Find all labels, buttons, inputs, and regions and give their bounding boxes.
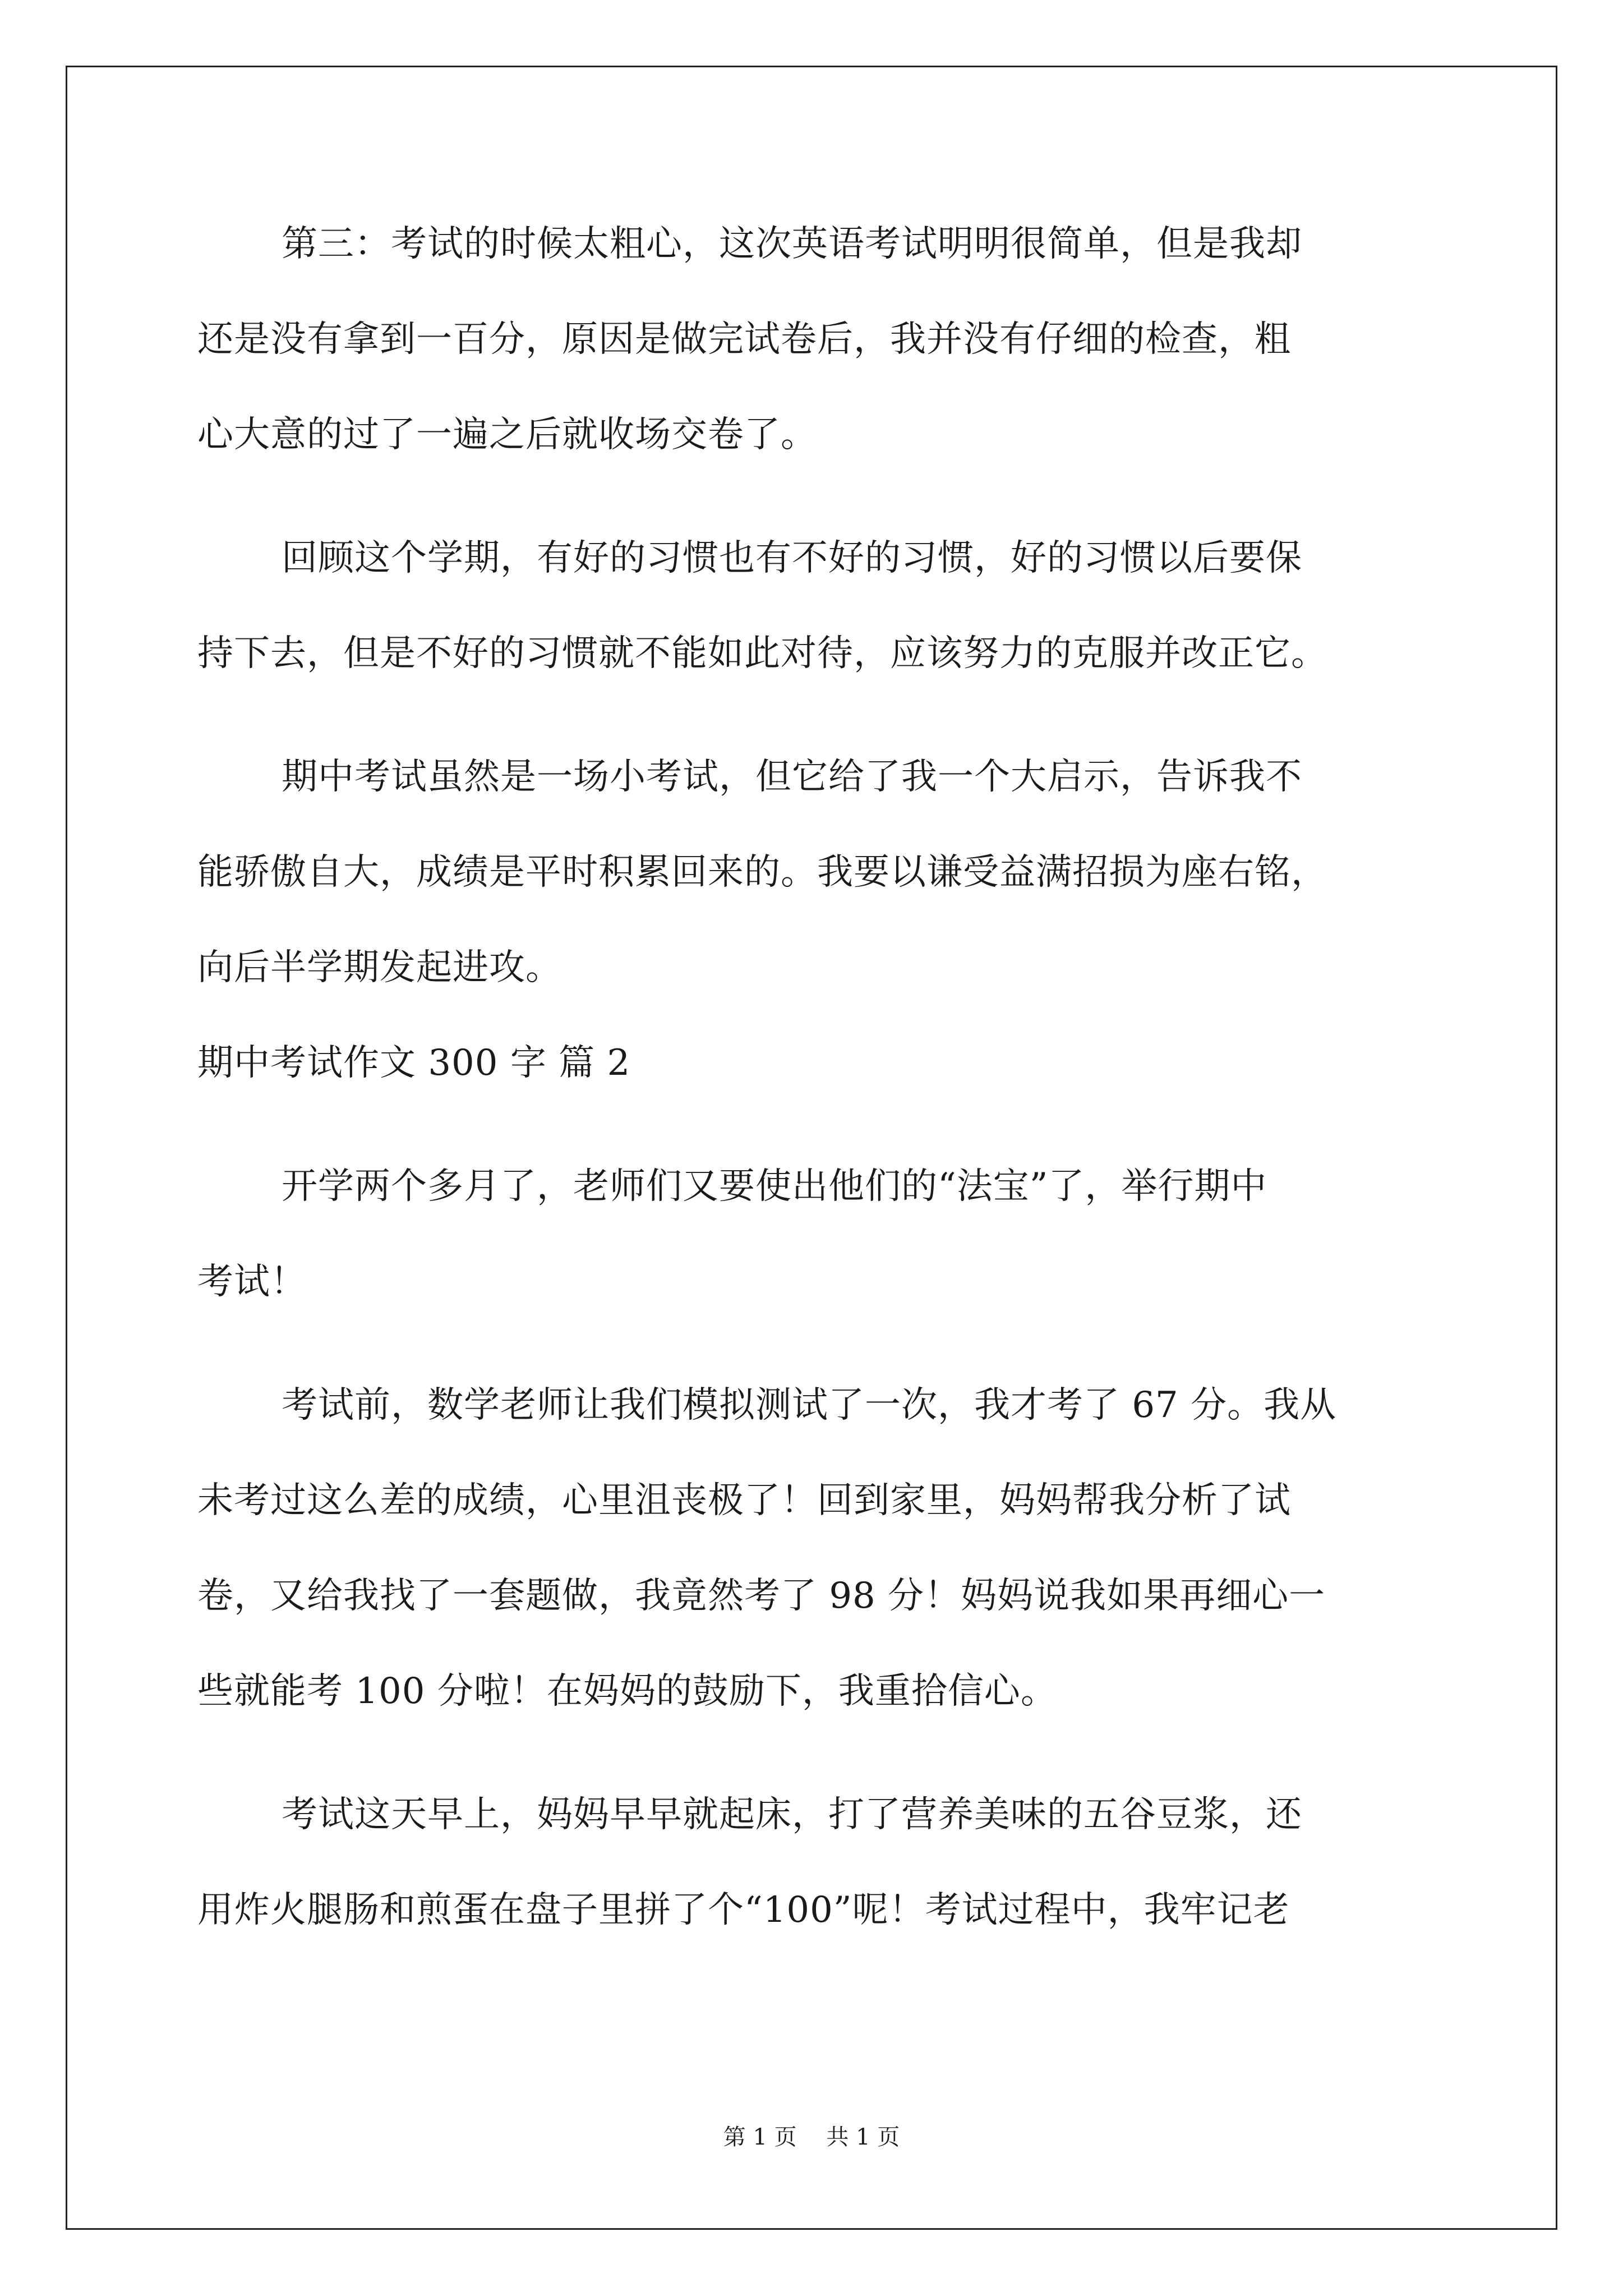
text-line: 期中考试虽然是一场小考试，但它给了我一个大启示，告诉我不 [282,756,1302,798]
text-line: 第三：考试的时候太粗心，这次英语考试明明很简单，但是我却 [282,223,1302,265]
text-line: 开学两个多月了，老师们又要使出他们的“法宝”了，举行期中 [282,1166,1267,1207]
text-line: 持下去，但是不好的习惯就不能如此对待，应该努力的克服并改正它。 [197,633,1327,674]
page-number: 第 1 页 [723,2124,797,2150]
section-heading: 期中考试作文 300 字 篇 2 [197,1042,631,1084]
text-line: 回顾这个学期，有好的习惯也有不好的习惯，好的习惯以后要保 [282,537,1302,579]
text-line: 能骄傲自大，成绩是平时积累回来的。我要以谦受益满招损为座右铭， [197,852,1327,893]
text-line: 些就能考 100 分啦！在妈妈的鼓励下，我重拾信心。 [197,1671,1057,1712]
text-line: 考试！ [197,1261,307,1303]
text-line: 还是没有拿到一百分，原因是做完试卷后，我并没有仔细的检查，粗 [197,319,1291,360]
text-line: 卷，又给我找了一套题做，我竟然考了 98 分！妈妈说我如果再细心一 [197,1575,1326,1617]
text-line: 考试前，数学老师让我们模拟测试了一次，我才考了 67 分。我从 [282,1384,1337,1426]
text-line: 未考过这么差的成绩，心里沮丧极了！回到家里，妈妈帮我分析了试 [197,1480,1291,1521]
text-line: 考试这天早上，妈妈早早就起床，打了营养美味的五谷豆浆，还 [282,1794,1302,1835]
text-line: 向后半学期发起进攻。 [197,947,562,988]
text-line: 用炸火腿肠和煎蛋在盘子里拼了个“100”呢！考试过程中，我牢记老 [197,1889,1290,1931]
page-footer [0,2123,1623,2151]
text-line: 心大意的过了一遍之后就收场交卷了。 [197,414,817,455]
page-total: 共 1 页 [826,2124,900,2150]
